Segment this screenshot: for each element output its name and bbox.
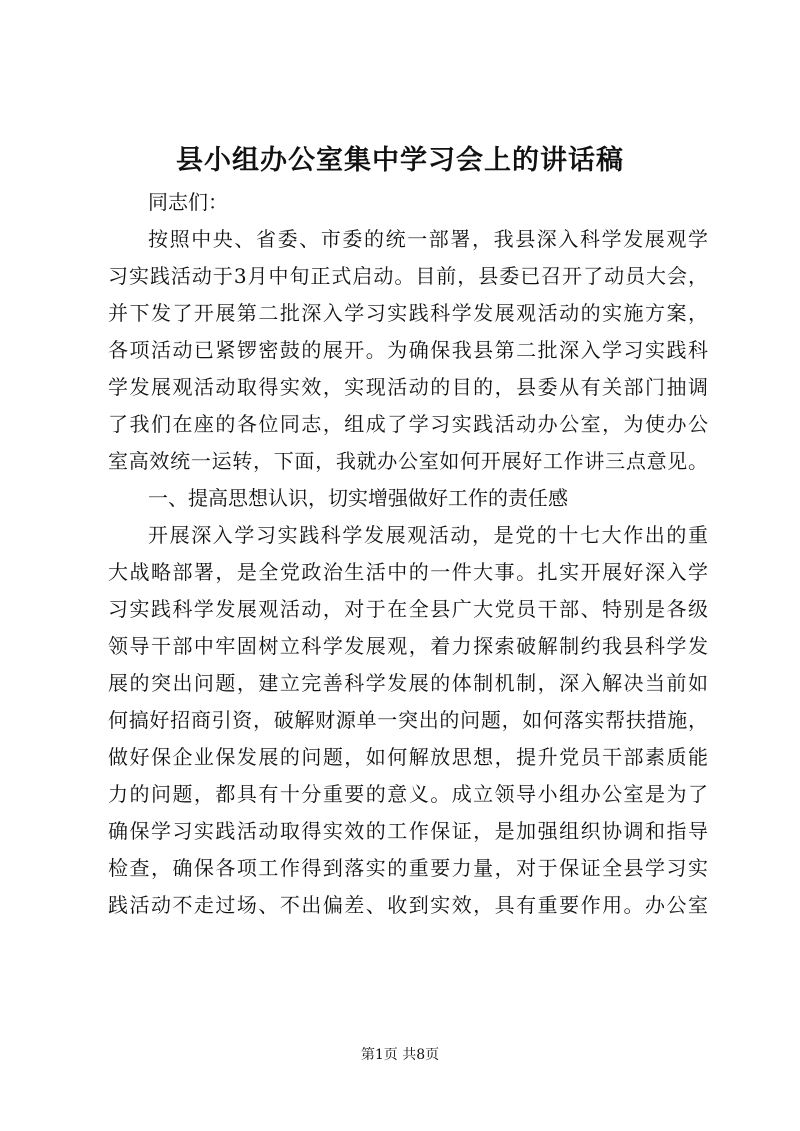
paragraph-line: 大战略部署，是全党政治生活中的一件大事。扎实开展好深入学: [108, 560, 708, 584]
paragraph-line: 检查，确保各项工作得到落实的重要力量，对于保证全县学习实: [108, 856, 708, 880]
paragraph-line: 各项活动已紧锣密鼓的展开。为确保我县第二批深入学习实践科: [108, 338, 708, 362]
paragraph-line: 确保学习实践活动取得实效的工作保证，是加强组织协调和指导: [108, 819, 708, 843]
paragraph-line: 并下发了开展第二批深入学习实践科学发展观活动的实施方案，: [108, 301, 708, 325]
section-heading: 一、提高思想认识，切实增强做好工作的责任感: [148, 486, 568, 510]
paragraph-line: 习实践活动于3月中旬正式启动。目前，县委已召开了动员大会，: [108, 264, 708, 288]
paragraph-2: [108, 517, 708, 924]
paragraph-line: 力的问题，都具有十分重要的意义。成立领导小组办公室是为了: [108, 782, 708, 806]
paragraph-line: 了我们在座的各位同志，组成了学习实践活动办公室，为使办公: [108, 412, 708, 436]
paragraph-line: 按照中央、省委、市委的统一部署，我县深入科学发展观学: [148, 227, 708, 251]
document-title: 县小组办公室集中学习会上的讲话稿: [176, 145, 624, 176]
paragraph-line: 展的突出问题，建立完善科学发展的体制机制，深入解决当前如: [108, 671, 708, 695]
page-footer: 第1页 共8页: [360, 1047, 440, 1063]
document-body: [108, 184, 708, 924]
paragraph-line: 做好保企业保发展的问题，如何解放思想，提升党员干部素质能: [108, 745, 708, 769]
paragraph-1: [108, 221, 708, 480]
paragraph-line: 领导干部中牢固树立科学发展观，着力探索破解制约我县科学发: [108, 634, 708, 658]
paragraph-line: 践活动不走过场、不出偏差、收到实效，具有重要作用。办公室: [108, 893, 708, 917]
paragraph-line: 室高效统一运转，下面，我就办公室如何开展好工作讲三点意见。: [108, 449, 708, 473]
salutation: 同志们：: [148, 190, 228, 214]
paragraph-line: 开展深入学习实践科学发展观活动，是党的十七大作出的重: [148, 523, 708, 547]
paragraph-line: 何搞好招商引资，破解财源单一突出的问题，如何落实帮扶措施，: [108, 708, 708, 732]
paragraph-line: 学发展观活动取得实效，实现活动的目的，县委从有关部门抽调: [108, 375, 708, 399]
paragraph-line: 习实践科学发展观活动，对于在全县广大党员干部、特别是各级: [108, 597, 708, 621]
